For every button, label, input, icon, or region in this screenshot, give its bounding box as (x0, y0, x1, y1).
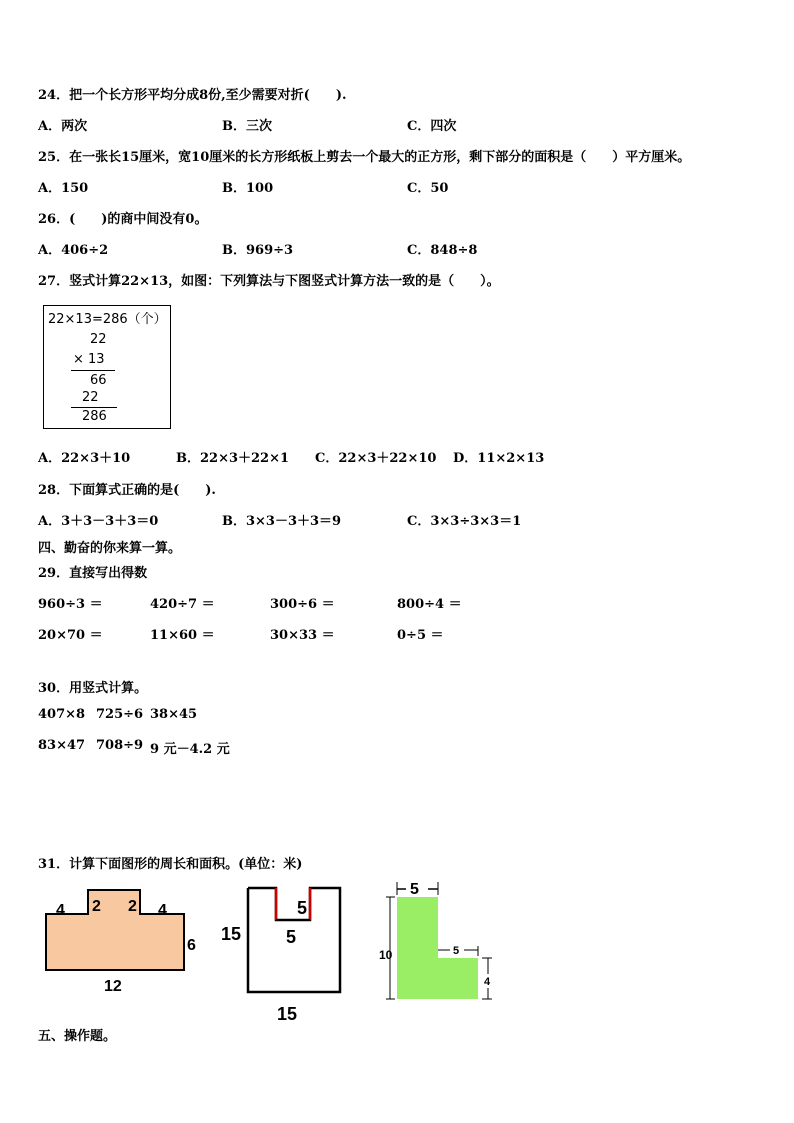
box-line-partial-1: 66 (90, 373, 107, 388)
q27-stem: 27．竖式计算22×13，如图：下列算法与下图竖式计算方法一致的是（ ）。 (38, 274, 500, 289)
q28-option-a: A．3＋3－3＋3＝0 (38, 514, 159, 529)
q29-item: 30×33 ＝ (270, 628, 335, 643)
q26-option-c: C．848÷8 (407, 243, 478, 258)
q29-item: 11×60 ＝ (150, 628, 215, 643)
vertical-calculation-box (43, 305, 171, 429)
figure-3-polygon (397, 897, 478, 999)
box-rule-2 (71, 407, 117, 408)
q29-item: 420÷7 ＝ (150, 597, 215, 612)
q29-stem: 29．直接写出得数 (38, 566, 148, 581)
fig2-label-notch-width: 5 (286, 927, 297, 947)
q24-option-b: B．三次 (222, 119, 272, 134)
q24-option-a: A．两次 (38, 119, 88, 134)
fig3-label-right: 4 (484, 976, 491, 988)
q31-stem: 31．计算下面图形的周长和面积。(单位：米) (38, 857, 303, 872)
section-5-heading: 五、操作题。 (38, 1029, 117, 1044)
q27-option-a: A．22×3＋10 (38, 451, 131, 466)
q28-stem: 28．下面算式正确的是( ). (38, 483, 216, 498)
fig1-label-left: 4 (56, 902, 65, 919)
fig2-label-notch-depth: 5 (297, 898, 308, 918)
q29-item: 0÷5 ＝ (397, 628, 444, 643)
box-line-result: 286 (82, 409, 107, 424)
q27-option-d: D．11×2×13 (453, 451, 545, 466)
q27-option-c: C．22×3＋22×10 (315, 451, 437, 466)
q26-option-a: A．406÷2 (38, 243, 109, 258)
fig1-label-step-right: 2 (128, 898, 137, 915)
q30-item: 407×8 (38, 707, 86, 722)
q26-stem: 26．( )的商中间没有0。 (38, 212, 208, 227)
q30-item: 38×45 (150, 707, 198, 722)
figure-1-convex-shape (38, 882, 208, 997)
q25-option-c: C．50 (407, 181, 449, 196)
q30-item: 725÷6 (96, 707, 144, 722)
box-rule-1 (71, 370, 115, 371)
box-line-multiplier: × 13 (73, 352, 105, 367)
q27-option-b: B．22×3＋22×1 (176, 451, 290, 466)
box-line-multiplicand: 22 (90, 332, 107, 347)
q29-item: 20×70 ＝ (38, 628, 103, 643)
q25-stem: 25．在一张长15厘米，宽10厘米的长方形纸板上剪去一个最大的正方形，剩下部分的面积是（ ）平方厘米。 (38, 150, 691, 165)
fig1-label-height: 6 (187, 937, 196, 954)
fig2-label-bottom: 15 (277, 1004, 298, 1024)
fig2-label-left: 15 (221, 924, 242, 944)
q26-option-b: B．969÷3 (222, 243, 294, 258)
box-title: 22×13=286（个） (48, 312, 167, 327)
q28-option-c: C．3×3÷3×3＝1 (407, 514, 522, 529)
q30-item: 9 元－4.2 元 (150, 742, 230, 757)
fig3-label-top: 5 (410, 881, 419, 898)
q24-option-c: C．四次 (407, 119, 457, 134)
q25-option-a: A．150 (38, 181, 89, 196)
q25-option-b: B．100 (222, 181, 274, 196)
fig1-label-right: 4 (158, 902, 167, 919)
q30-item: 83×47 (38, 738, 86, 753)
box-line-partial-2: 22 (82, 390, 99, 405)
q24-stem: 24．把一个长方形平均分成8份,至少需要对折( ). (38, 88, 347, 103)
q29-item: 960÷3 ＝ (38, 597, 103, 612)
fig1-label-bottom: 12 (104, 978, 122, 995)
fig1-label-step-left: 2 (92, 898, 101, 915)
q29-item: 300÷6 ＝ (270, 597, 335, 612)
figure-2-notched-square (218, 880, 348, 1030)
q29-item: 800÷4 ＝ (397, 597, 462, 612)
q30-item: 708÷9 (96, 738, 144, 753)
section-4-heading: 四、勤奋的你来算一算。 (38, 541, 182, 556)
fig3-label-inner: 5 (453, 945, 460, 957)
figure-3-l-shape (376, 876, 501, 1011)
q28-option-b: B．3×3－3＋3＝9 (222, 514, 342, 529)
fig3-label-left: 10 (379, 948, 393, 962)
q30-stem: 30．用竖式计算。 (38, 681, 148, 696)
